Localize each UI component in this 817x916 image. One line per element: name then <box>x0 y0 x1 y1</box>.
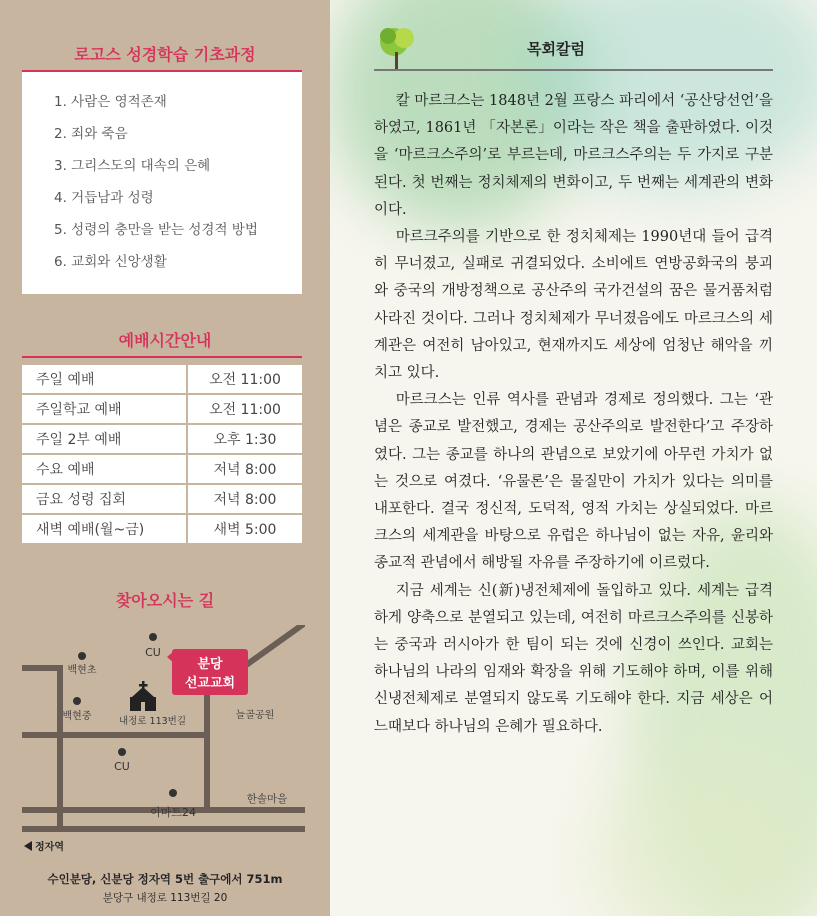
course-item: 1. 사람은 영적존재 <box>54 94 167 110</box>
map-label-store: 이마트24 <box>150 806 196 819</box>
course-item: 4. 거듭남과 성령 <box>54 190 154 206</box>
worship-name: 새벽 예배(월~금) <box>22 514 187 544</box>
worship-row <box>22 454 302 484</box>
church-icon <box>130 681 156 711</box>
course-item: 5. 성령의 충만을 받는 성경적 방법 <box>54 222 258 238</box>
course-item: 2. 죄와 죽음 <box>54 126 128 142</box>
column-paragraph: 마르크스는 인류 역사를 관념과 경제로 정의했다. 그는 ‘관념은 종교로 발전했고, 경제는 공산주의로 발전한다’고 주장하였다. 그는 종교를 하나의 관념으로 보았기에 아무런 가치가 없는 것으로 여겼다. ‘유물론’은 물질만이 가치가 있다는 의미를 내포한다. 결국 정신적, 도덕적, 영적 가치는 상실되었다. 마르크스의 세계관을 바탕으로 유럽은 하나님이 없는 자유, 윤리와 종교적 관념에서 해방될 자유를 주장하기에 이르렀다. <box>374 392 773 572</box>
map-pin-icon <box>73 697 81 705</box>
column-title: 목회칼럼 <box>527 40 585 58</box>
column-paragraph: 지금 세계는 신(新)냉전체제에 돌입하고 있다. 세계는 급격하게 양축으로 분열되고 있는데, 여전히 마르크스주의를 신봉하는 중국과 러시아가 한 팀이 되는 것에 신경이 쓰인다. 교회는 하나님의 나라의 임재와 확장을 위해 기도해야 하며, 이를 위해 신냉전체제로 분열되지 않도록 기도해야 한다. 지금 세상은 어느때보다 하나님의 은혜가 필요하다. <box>374 582 773 735</box>
map-label-park: 늘골공원 <box>235 710 275 721</box>
worship-name: 주일 예배 <box>22 365 187 394</box>
map-road <box>22 668 60 810</box>
map-pin-icon <box>78 652 86 660</box>
column-title-rule <box>374 69 773 71</box>
church-callout-line2: 선교교회 <box>184 676 236 691</box>
worship-row <box>22 394 302 424</box>
course-title: 로고스 성경학습 기초과정 <box>74 45 256 64</box>
column-paragraph: 칼 마르크스는 1848년 2월 프랑스 파리에서 ‘공산당선언’을 하였고, 1861년 「자본론」이라는 작은 책을 출판하였다. 이것을 ‘마르크스주의’로 부르는데, 마르크스주의는 두 가지로 구분된다. 첫 번째는 정치체제의 변화이고, 두 번째는 세계관의 변화이다. <box>374 93 773 218</box>
worship-table <box>22 365 302 545</box>
right-panel <box>330 0 817 916</box>
map-label-village: 한솔마을 <box>246 793 288 805</box>
map-label-cu: CU <box>145 646 161 659</box>
column-body <box>374 88 773 741</box>
worship-row <box>22 484 302 514</box>
course-item: 6. 교회와 신앙생활 <box>54 254 167 270</box>
worship-row <box>22 514 302 544</box>
column-paragraph: 마르크주의를 기반으로 한 정치체제는 1990년대 들어 급격히 무너졌고, 실패로 귀결되었다. 소비에트 연방공화국의 붕괴와 중국의 개방정책으로 공산주의 국가건설의 꿈은 물거품처럼 사라진 것이다. 그러나 정치체제가 무너졌음에도 마르크스의 세계관은 여전히 남아있고, 현재까지도 세상에 엄청난 해악을 끼치고 있다. <box>374 229 773 382</box>
address-line2: 분당구 내정로 113번길 20 <box>102 892 228 904</box>
worship-name: 주일학교 예배 <box>22 394 187 424</box>
map-pin-icon <box>118 748 126 756</box>
worship-time: 오전 11:00 <box>187 394 302 424</box>
course-item: 3. 그리스도의 대속의 은혜 <box>54 158 211 174</box>
tree-icon <box>374 22 420 72</box>
directions-title: 찾아오시는 길 <box>115 591 215 610</box>
map-label-cu: CU <box>114 760 130 773</box>
station-arrow-icon <box>24 841 32 851</box>
map-pin-icon <box>149 633 157 641</box>
left-panel <box>0 0 330 916</box>
map-label-road: 내정로 113번길 <box>119 716 187 727</box>
worship-row <box>22 424 302 454</box>
map-label-school: 백현초 <box>67 665 97 676</box>
course-list <box>22 72 302 294</box>
church-callout-line1: 분당 <box>197 657 223 672</box>
worship-time: 저녁 8:00 <box>187 454 302 484</box>
address-line1: 수인분당, 신분당 정자역 5번 출구에서 751m <box>47 872 283 886</box>
worship-title-rule <box>22 356 302 358</box>
map-label-school: 백현중 <box>62 711 92 722</box>
worship-name: 주일 2부 예배 <box>22 424 187 454</box>
worship-name: 금요 성령 집회 <box>22 484 187 514</box>
map-pin-icon <box>169 789 177 797</box>
worship-time: 오전 11:00 <box>187 365 302 394</box>
worship-name: 수요 예배 <box>22 454 187 484</box>
worship-time: 저녁 8:00 <box>187 484 302 514</box>
worship-title: 예배시간안내 <box>118 331 212 350</box>
worship-time: 새벽 5:00 <box>187 514 302 544</box>
worship-row <box>22 365 302 394</box>
map-label-station: 정자역 <box>35 842 64 852</box>
location-map <box>22 625 305 852</box>
worship-time: 오후 1:30 <box>187 424 302 454</box>
